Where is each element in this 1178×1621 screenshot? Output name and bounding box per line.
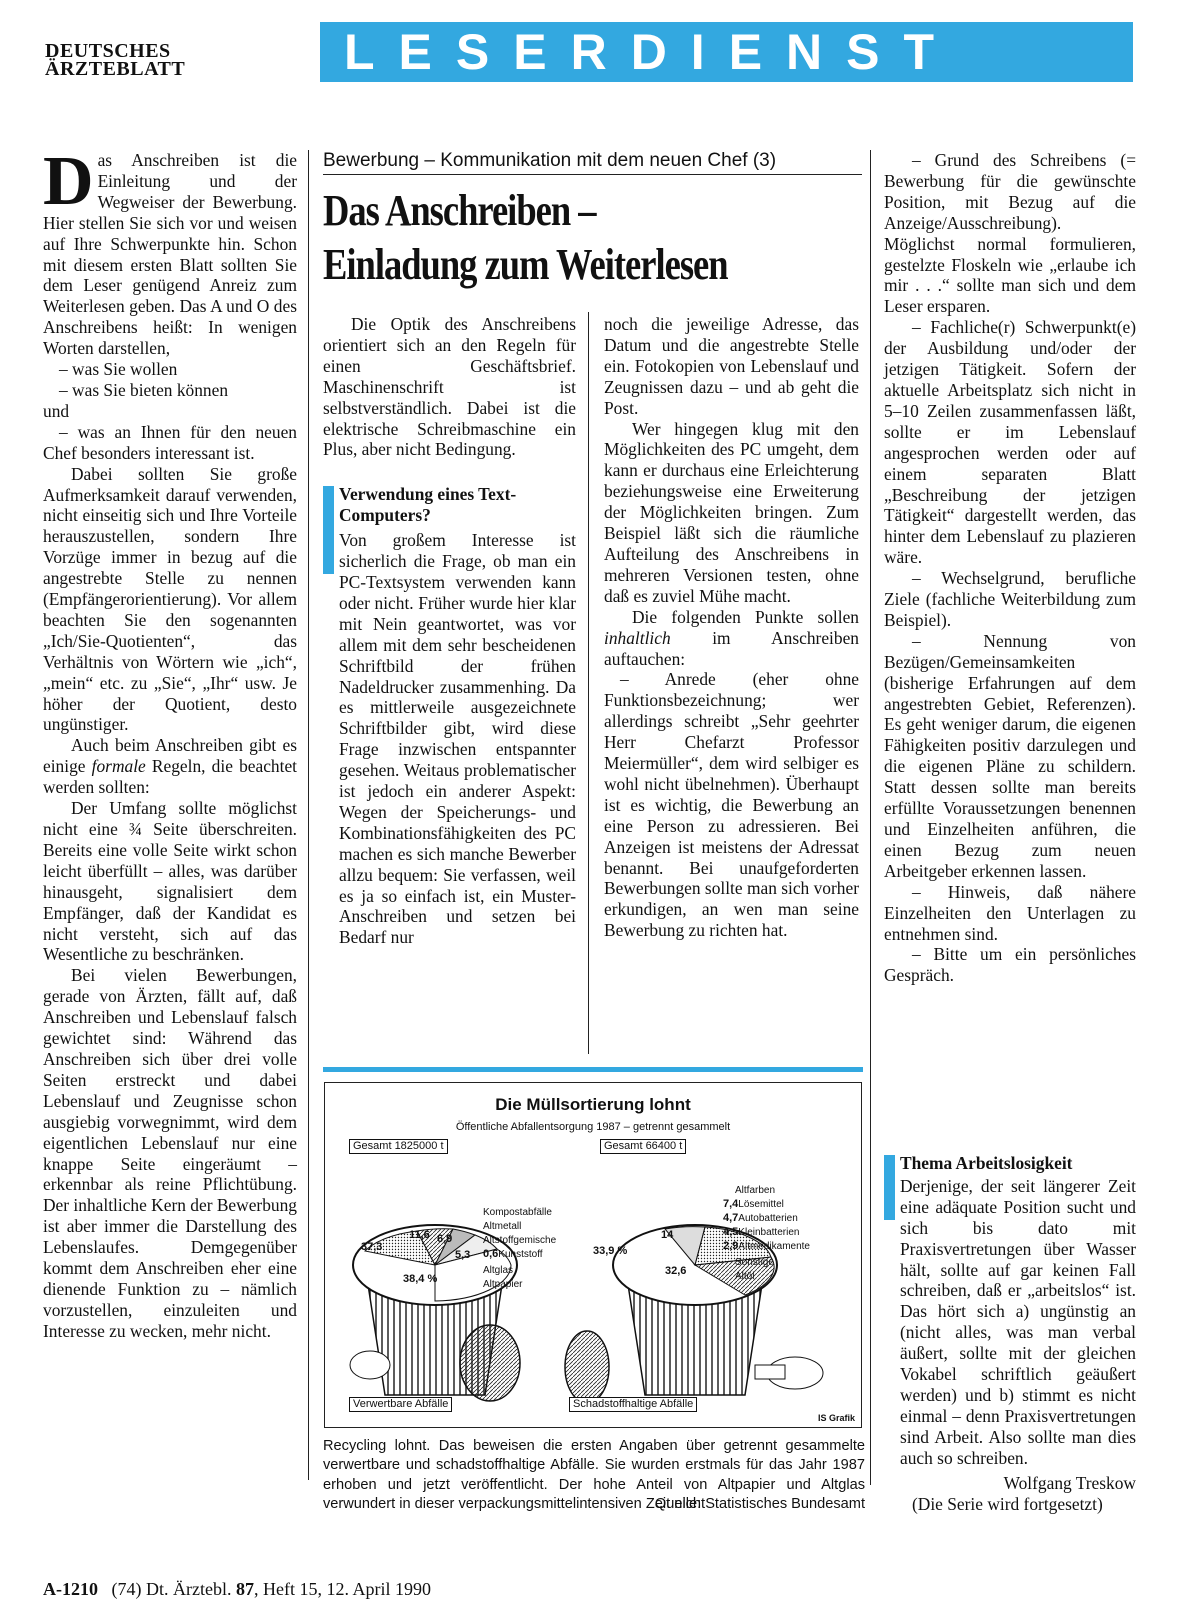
column-rule-2 bbox=[588, 312, 589, 1054]
col4-list-item-6: – Bitte um ein persönliches Gespräch. bbox=[884, 944, 1136, 986]
right-pie-c: 32,6 bbox=[665, 1265, 687, 1277]
col4-list-item-5: – Hinweis, daß nähere Einzelheiten den Unterlagen zu entnehmen sind. bbox=[884, 881, 1136, 944]
col1-paragraph-2: Dabei sollten Sie große Aufmerksamkeit darauf verwenden, nicht einseitig sich und Ihre Vorteile herauszustellen, sondern Ihre Vorzüge immer in bezug auf die angestrebte Stelle zu nennen (Empfängerorientierung). Vor allem beachten Sie den sogenannten „Ich/Sie-Quotienten“, das Verhältnis von Wörtern wie „ich“, „mein“ etc. zu „Sie“, „Ihr“ usw. Je höher der Quotient, desto ungünstiger. bbox=[43, 463, 297, 735]
col3-paragraph-3 bbox=[604, 607, 859, 670]
left-label-altpapier: Altpapier bbox=[483, 1279, 523, 1290]
footer-text-a: (74) Dt. Ärztebl. bbox=[111, 1579, 236, 1599]
right-label-altfarben: Altfarben bbox=[735, 1185, 776, 1196]
masthead-line1: DEUTSCHES bbox=[45, 40, 171, 62]
masthead-logo bbox=[45, 42, 185, 78]
masthead-line2: ÄRZTEBLATT bbox=[45, 58, 186, 80]
col2-subhead-block bbox=[323, 484, 576, 526]
series-note: (Die Serie wird fortgesetzt) bbox=[912, 1493, 1103, 1514]
graphic-subtitle: Öffentliche Abfallentsorgung 1987 – getrennt gesammelt bbox=[455, 1121, 731, 1133]
col2-paragraph-2: Von großem Interesse ist sicherlich die Frage, ob man ein PC-Textsystem verwenden kann oder nicht. Früher wurde hier klar mit Nein geantwortet, was vor allem mit dem sehr bescheidenen Schriftbild der frühen Nadeldrucker zusammenhing. Da es mittlerweile ausgezeichnete Schriftbilder gibt, wird diese Frage inzwischen entspannter gesehen. Weitaus problematischer ist jedoch ein anderer Aspekt: Wegen der Speicherungs- und Kombinationsfähigkeiten des PC machen es sich manche Bewerber allzu bequem: Sie verfassen, weil es ja so einfach ist, ein Muster-Anschreiben und setzen bei Bedarf nur bbox=[339, 530, 576, 948]
left-caption-box: Verwertbare Abfälle bbox=[349, 1397, 452, 1412]
col1-list-item-2: – was Sie bieten können bbox=[59, 379, 229, 400]
footer-text-b: , Heft 15, 12. April 1990 bbox=[253, 1579, 431, 1599]
right-caption-box: Schadstoffhaltige Abfälle bbox=[569, 1397, 697, 1412]
left-total-box: Gesamt 1825000 t bbox=[349, 1139, 448, 1154]
col3-paragraph-4: – Anrede (eher ohne Funktionsbezeichnung; wer allerdings schreibt „Sehr geehrter Herr Chefarzt Professor Meiermüller“, dem wird selbiger es wohl nicht übelnehmen). Überhaupt ist es wichtig, die Bewerbung an eine Person zu adressieren. Bei Anzeigen ist meistens der Adressat benannt. Bei unaufgeforderten Bewerbungen sollte man sich vorher erkundigen, an wen man seine Bewerbung zu richten hat. bbox=[604, 669, 859, 941]
right-pie-b: 14 bbox=[661, 1229, 674, 1241]
caption-source: Quelle: Statistisches Bundesamt bbox=[654, 1496, 865, 1513]
caption-text: Recycling lohnt. Das beweisen die ersten Angaben über getrennt gesammelte verwertbare und schadstoffhaltige Abfälle. Sie wurden erstmals für das Jahr 1987 erhoben und jetzt veröffentlicht. Der hohe Anteil von Altpapier und Altglas verwundert in dieser verpackungsmittelintensiven Zeit nicht bbox=[323, 1438, 865, 1513]
page-footer bbox=[43, 1579, 431, 1600]
column-4-sidebar bbox=[884, 1153, 1136, 1514]
col3-p3-text-a: Die folgenden Punkte sollen bbox=[632, 606, 859, 627]
col1-list-item-3: – was an Ihnen für den neuen Chef besonders interessant ist. bbox=[43, 421, 297, 463]
kicker-rule bbox=[323, 174, 862, 175]
right-total-box: Gesamt 66400 t bbox=[600, 1139, 686, 1154]
author-byline: Wolfgang Treskow bbox=[1003, 1472, 1136, 1493]
col1-paragraph-3 bbox=[43, 735, 297, 798]
col4-list-item-3: – Wechselgrund, berufliche Ziele (fachliche Weiterbildung zum Beispiel). bbox=[884, 568, 1136, 630]
column-rule-3 bbox=[870, 150, 871, 1485]
col1-list-item-1: – was Sie wollen bbox=[59, 359, 178, 380]
right-value-loesemittel: 7,4 bbox=[723, 1198, 739, 1210]
right-name-loesemittel: Lösemittel bbox=[738, 1199, 784, 1210]
col1-p3-emphasis: formale bbox=[91, 756, 146, 777]
col3-p3-text-b: im Anschreiben auftauchen: bbox=[604, 627, 859, 669]
subhead-accent-bar-2 bbox=[884, 1155, 895, 1220]
right-value-autobatterien: 4,7 bbox=[723, 1212, 739, 1224]
drop-cap: D bbox=[43, 143, 94, 220]
left-pie-altmetall: 6,9 bbox=[437, 1233, 453, 1245]
left-pie-altpapier: 37,3 bbox=[361, 1241, 383, 1253]
right-label-kleinbatterien bbox=[723, 1227, 799, 1238]
col2-subhead: Verwendung eines Text-Computers? bbox=[339, 484, 517, 526]
graphic-credit: IS Grafik bbox=[817, 1413, 855, 1423]
right-name-autobatterien: Autobatterien bbox=[738, 1213, 798, 1224]
right-pie-a: 33,9 % bbox=[593, 1245, 628, 1257]
left-pie-altglas: 38,4 % bbox=[403, 1273, 438, 1285]
section-banner: LESERDIENST bbox=[320, 22, 1133, 82]
left-label-altglas: Altglas bbox=[483, 1265, 514, 1276]
col4-subhead-block bbox=[884, 1153, 1136, 1469]
column-4 bbox=[884, 150, 1136, 986]
left-label-altstoff: Altstoffgemische bbox=[483, 1235, 557, 1246]
col4-list-item-1: – Grund des Schreibens (= Bewerbung für die gewünschte Position, mit Bezug auf die Anzeige/Ausschreibung). Möglichst normal formulieren, gestelzte Floskeln wie „erlaube ich mir . . .“ sollte man sich und dem Leser ersparen. bbox=[884, 150, 1136, 317]
left-pie-kompost: 11,6 bbox=[409, 1229, 430, 1241]
column-3 bbox=[604, 314, 859, 941]
right-label-altmedikamente bbox=[723, 1241, 810, 1252]
column-rule-1 bbox=[308, 150, 309, 1480]
left-label-altmetall: Altmetall bbox=[483, 1221, 522, 1232]
col2-paragraph-1: Die Optik des Anschreibens orientiert sich an den Regeln für einen Geschäftsbrief. Maschinenschrift ist selbstverständlich. Dabei ist die elektrische Schreibmaschine ein Plus, aber nicht Bedingung. bbox=[323, 314, 576, 460]
left-label-kunststoff bbox=[483, 1249, 543, 1260]
col3-p3-emphasis: inhaltlich bbox=[604, 627, 671, 648]
col4-list-item-4: – Nennung von Bezügen/Gemeinsamkeiten (bisherige Erfahrungen auf dem angestrebten Gebiet, Referenzen). Es geht weniger darum, die eigenen Fähigkeiten positiv darzulegen und die eigenen Pläne zu schildern. Statt dessen sollte man bereits erfüllte Voraussetzungen benennen und Einzelheiten anführen, die einen Bezug zum neuen Arbeitgeber erkennen lassen. bbox=[884, 630, 1136, 881]
col1-paragraph-4: Der Umfang sollte möglichst nicht eine ¾ Seite überschreiten. Bereits eine volle Seite wirkt schon leicht überfüllt – alles, was darüber hinausgeht, signalisiert dem Empfänger, daß der Kandidat es nicht versteht, sich auf das Wesentliche zu beschränken. bbox=[43, 798, 297, 965]
col1-p3-text-a: Auch beim Anschreiben gibt es einige bbox=[43, 735, 297, 777]
right-label-sonstige: Sonstige bbox=[735, 1257, 774, 1268]
col4-subhead: Thema Arbeitslosigkeit bbox=[900, 1153, 1073, 1173]
graphic-title: Die Müllsortierung lohnt bbox=[495, 1095, 691, 1114]
article-headline bbox=[323, 184, 775, 292]
left-name-kunststoff: Kunststoff bbox=[498, 1249, 543, 1260]
recycling-infographic bbox=[324, 1082, 862, 1428]
left-label-kompost: Kompostabfälle bbox=[483, 1207, 552, 1218]
column-1 bbox=[43, 143, 298, 1342]
right-name-kleinbatterien: Kleinbatterien bbox=[738, 1227, 800, 1238]
col1-paragraph-5: Bei vielen Bewerbungen, gerade von Ärzten, fällt auf, daß Anschreiben und Lebenslauf falsch gewichtet sind: Während das Anschreiben sich über drei volle Seiten erstreckt und dabei Lebenslauf und Zeugnisse schon ausgiebig vorwegnimmt, wird dem eigentlichen Lebenslauf nur eine knappe Seite eingeräumt – erkennbar als reine Pflichtübung. Der inhaltliche Kern der Bewerbung ist aber immer die Darstellung des Lebenslaufes. Demgegenüber kommt dem Anschreiben eher eine dienende Funktion zu – nämlich vorzustellen, einzuleiten und Interesse zu wecken, mehr nicht. bbox=[43, 965, 297, 1341]
right-label-altoel: Altöl bbox=[735, 1271, 755, 1282]
col4-paragraph: Derjenige, der seit längerer Zeit eine adäquate Position sucht und sich bis dato mit Praxisvertretungen über Wasser hält, sollte auf gar keinen Fall schreiben, daß er „arbeitslos“ ist. Das hört sich a) ungünstig an (nicht alles, was man verbal äußert, sollte mit der gleichen Vokabel schriftlich geäußert werden) und b) stimmt es nicht einmal – denn Praxisvertretungen sind Arbeit. Also sollte man dies auch so schreiben. bbox=[900, 1175, 1136, 1468]
graphic-accent-rule bbox=[323, 1067, 863, 1072]
col3-paragraph-2: Wer hingegen klug mit den Möglichkeiten des PC umgeht, dem kann er durchaus eine Erleichterung beziehungsweise eine Erweiterung der Möglichkeiten bringen. Zum Beispiel läßt sich die räumliche Aufteilung des Anschreibens in mehreren Versionen testen, ohne daß es zuviel Mühe macht. bbox=[604, 418, 859, 606]
right-name-altmedikamente: Altmedikamente bbox=[738, 1241, 810, 1252]
left-pie-altstoff: 5,3 bbox=[455, 1249, 471, 1261]
column-2 bbox=[323, 314, 576, 948]
subhead-accent-bar bbox=[323, 486, 334, 574]
right-label-loesemittel bbox=[723, 1199, 784, 1210]
footer-volume: 87 bbox=[235, 1579, 254, 1599]
col4-list-item-2: – Fachliche(r) Schwerpunkt(e) der Ausbildung und/oder der jetzigen Tätigkeit. Sofern der aktuelle Arbeitsplatz sich nicht in 5–10 Zeilen zusammenfassen läßt, sollte er im Lebenslauf angesprochen werden oder auf einem separaten Blatt „Beschreibung der jetzigen Tätigkeit“ dargestellt werden, das hinter dem Lebenslauf zu plazieren wäre. bbox=[884, 317, 1136, 568]
col1-p3-text-b: Regeln, die beachtet werden sollten: bbox=[43, 756, 298, 798]
right-value-altmedikamente: 2,9 bbox=[723, 1240, 739, 1252]
article-kicker: Bewerbung – Kommunikation mit dem neuen Chef (3) bbox=[323, 150, 777, 171]
col1-und: und bbox=[43, 400, 70, 421]
headline-line-1: Das Anschreiben – bbox=[323, 186, 596, 235]
right-label-autobatterien bbox=[723, 1213, 798, 1224]
headline-line-2: Einladung zum Weiterlesen bbox=[323, 240, 728, 289]
right-value-kleinbatterien: 4,5 bbox=[723, 1226, 739, 1238]
col1-paragraph-1: as Anschreiben ist die Einleitung und der Wegweiser der Bewerbung. Hier stellen Sie sich vor und weisen auf Ihre Schwerpunkte hin. Schon mit diesem ersten Blatt sollten Sie dem Leser genügend Anreiz zum Weiterlesen geben. Das A und O des Anschreibens heißt: In wenigen Worten darstellen, bbox=[43, 150, 297, 359]
graphic-caption bbox=[323, 1437, 865, 1515]
page-number: A-1210 bbox=[43, 1579, 98, 1599]
col3-paragraph-1: noch die jeweilige Adresse, das Datum und die angestrebte Stelle ein. Fotokopien von Lebenslauf und Zeugnissen dazu – und ab geht die Post. bbox=[604, 314, 859, 418]
left-value-kunststoff: 0,6 bbox=[483, 1248, 499, 1260]
